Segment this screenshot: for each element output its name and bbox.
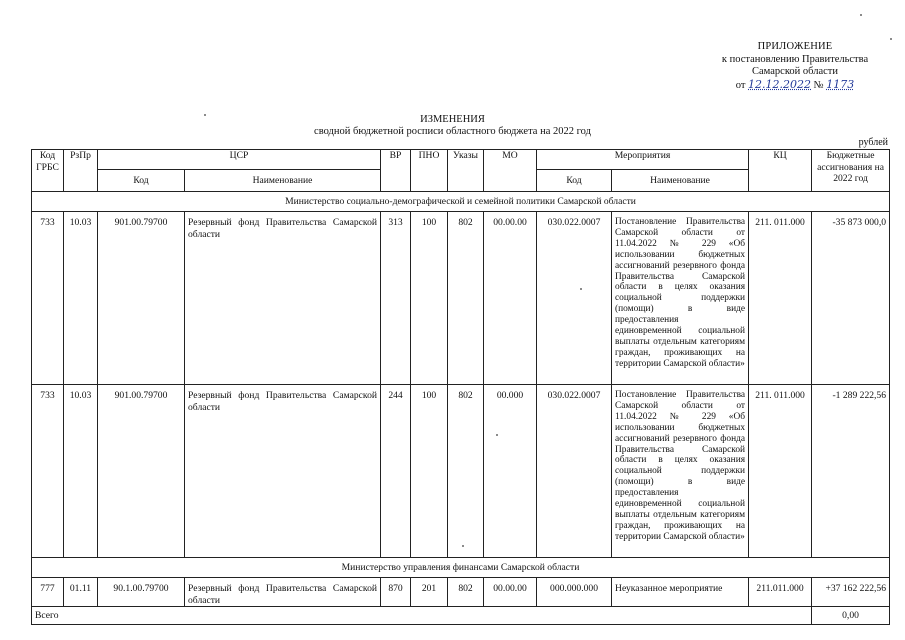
section-row [32, 558, 890, 578]
cell-amount: -35 873 000,0 [812, 212, 890, 385]
header-kc: КЦ [749, 150, 812, 192]
number-prefix: № [813, 79, 824, 91]
header-row [32, 150, 890, 170]
appendix-line2: к постановлению Правительства [721, 53, 869, 65]
cell-grbs: 733 [32, 385, 64, 558]
header-kod-grbs: Код ГРБС [32, 150, 64, 192]
cell-mo: 00.00.00 [484, 212, 537, 385]
header-csr: ЦСР [98, 150, 381, 170]
budget-changes-table [31, 149, 890, 625]
cell-grbs: 733 [32, 212, 64, 385]
units-label: рублей [858, 137, 888, 148]
cell-mer-name: Постановление Правительства Самарской области от 11.04.2022 № 229 «Об использовании бюджетных ассигнований резервного фонда Правительства Самарской области в целях оказания социальной поддержки (помощи) в виде предоставления единовременной социальной выплаты отдельным категориям граждан, проживающих на территории Самарской области» [612, 212, 749, 385]
cell-mo: 00.000 [484, 385, 537, 558]
section-title: Министерство управления финансами Самарской области [32, 558, 890, 578]
header-csr-kod: Код [98, 170, 185, 192]
cell-mer-kod: 000.000.000 [537, 578, 612, 607]
cell-ukazy: 802 [448, 385, 484, 558]
cell-csr-name: Резервный фонд Правительства Самарской области [185, 212, 381, 385]
header-ukazy: Указы [448, 150, 484, 192]
cell-csr-kod: 901.00.79700 [98, 385, 185, 558]
header-mer-name: Наименование [612, 170, 749, 192]
section-title: Министерство социально-демографической и семейной политики Самарской области [32, 192, 890, 212]
cell-mer-name: Постановление Правительства Самарской области от 11.04.2022 № 229 «Об использовании бюджетных ассигнований резервного фонда Правительства Самарской области в целях оказания социальной поддержки (помощи) в виде предоставления единовременной социальной выплаты отдельным категориям граждан, проживающих на территории Самарской области» [612, 385, 749, 558]
cell-kc: 211.011.000 [749, 578, 812, 607]
header-mer-kod: Код [537, 170, 612, 192]
table-row [32, 212, 890, 385]
cell-kc: 211. 011.000 [749, 212, 812, 385]
header-meropriyatiya: Мероприятия [537, 150, 749, 170]
cell-grbs: 777 [32, 578, 64, 607]
cell-vr: 313 [381, 212, 411, 385]
document-subtitle: сводной бюджетной росписи областного бюджета на 2022 год [314, 126, 591, 137]
appendix-title: ПРИЛОЖЕНИЕ [757, 41, 833, 52]
cell-pno: 201 [411, 578, 448, 607]
cell-pno: 100 [411, 212, 448, 385]
handwritten-date: 12.12.2022 [748, 77, 812, 91]
cell-rzpr: 10.03 [64, 212, 98, 385]
cell-rzpr: 10.03 [64, 385, 98, 558]
scan-speck [204, 114, 206, 116]
header-mo: МО [484, 150, 537, 192]
cell-vr: 244 [381, 385, 411, 558]
cell-vr: 870 [381, 578, 411, 607]
appendix-date-line [700, 79, 890, 93]
header-budget: Бюджетные ассигнования на 2022 год [812, 150, 890, 192]
appendix-line3: Самарской области [752, 66, 838, 77]
cell-csr-kod: 901.00.79700 [98, 212, 185, 385]
cell-ukazy: 802 [448, 578, 484, 607]
cell-ukazy: 802 [448, 212, 484, 385]
cell-rzpr: 01.11 [64, 578, 98, 607]
total-label: Всего [32, 607, 812, 625]
cell-csr-name: Резервный фонд Правительства Самарской области [185, 385, 381, 558]
header-vr: ВР [381, 150, 411, 192]
section-row [32, 192, 890, 212]
header-csr-name: Наименование [185, 170, 381, 192]
cell-mer-kod: 030.022.0007 [537, 385, 612, 558]
document-title-block [0, 114, 905, 138]
header-rzpr: РзПр [64, 150, 98, 192]
appendix-block [700, 41, 890, 92]
cell-csr-name: Резервный фонд Правительства Самарской области [185, 578, 381, 607]
total-row [32, 607, 890, 625]
scan-speck [860, 14, 862, 16]
date-prefix: от [735, 79, 746, 91]
cell-mo: 00.00.00 [484, 578, 537, 607]
table-row [32, 578, 890, 607]
cell-mer-kod: 030.022.0007 [537, 212, 612, 385]
cell-mer-name: Неуказанное мероприятие [612, 578, 749, 607]
table-row [32, 385, 890, 558]
scan-speck [890, 38, 892, 40]
cell-amount: -1 289 222,56 [812, 385, 890, 558]
cell-pno: 100 [411, 385, 448, 558]
handwritten-number: 1173 [826, 77, 855, 91]
cell-csr-kod: 90.1.00.79700 [98, 578, 185, 607]
cell-kc: 211. 011.000 [749, 385, 812, 558]
cell-amount: +37 162 222,56 [812, 578, 890, 607]
header-pno: ПНО [411, 150, 448, 192]
document-title: ИЗМЕНЕНИЯ [420, 114, 485, 125]
total-value: 0,00 [812, 607, 890, 625]
